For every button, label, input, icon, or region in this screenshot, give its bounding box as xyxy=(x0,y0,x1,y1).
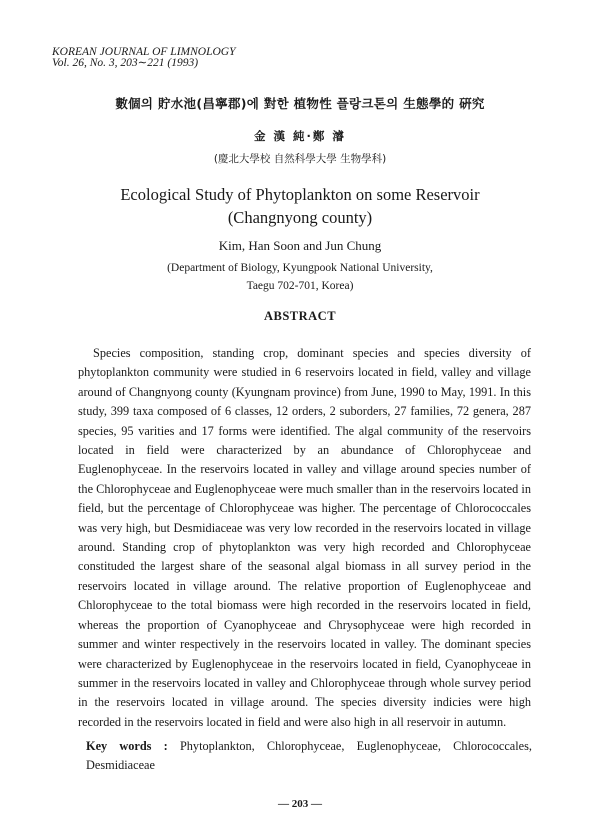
paper-title xyxy=(0,183,600,229)
keywords-text: Phytoplankton, Chlorophyceae, Euglenophyceae, Chlorococcales, Desmidiaceae xyxy=(86,739,533,772)
paper-title-line-1: Ecological Study of Phytoplankton on some Reservoir xyxy=(120,185,480,204)
page-number: — 203 — xyxy=(278,798,322,810)
journal-name: KOREAN JOURNAL OF LIMNOLOGY xyxy=(52,46,236,58)
journal-volume: Vol. 26, No. 3, 203∼221 (1993) xyxy=(52,57,199,69)
korean-authors: 金 漢 純·鄭 濬 xyxy=(254,129,346,143)
paper-authors: Kim, Han Soon and Jun Chung xyxy=(218,238,382,253)
abstract-body: Species composition, standing crop, dominant species and species diversity of phytoplankton community were studied in 6 reservoirs located in field, valley and village around of Changnyong county (Kyungnam province) from June, 1990 to May, 1991. In this study, 399 taxa composed of 6 classes, 12 orders, 2 suborders, 27 families, 72 genera, 287 species, 95 varities and 17 forms were identified. The algal community of the reservoirs located in field were characterized by an abundance of Chlorophyceae and Euglenophyceae. In the reservoirs located in valley and village around species number of the Chlorophyceae and Euglenophyceae were much smaller than in the reservoirs located in field, but the percentage of Chlorophyceae was higher. The percentage of Chlorococcales was very high, but Desmidiaceae was very low recorded in the reservoirs located in village around. Standing crop of phytoplankton was very high recorded and Chlorophyceae constituded the largest share of the seasonal algal biomass in all survey period in the reservoirs located in village around. The relative proportion of Euglenophyceae and Chlorophyceae to the total biomass were high recorded in the reservoirs located in field, whereas the proportion of Cyanophyceae and Chrysophyceae were high recorded in summer and winter respectively in the reservoirs located in valley. The dominant species were characterized by Euglenophyceae in the reservoirs located in field, Cyanophyceae in summer in the reservoirs located in valley and Chlorophyceae through whole survey period in the reservoirs located in village around. The species diversity indicies were high recorded in the reservoirs located in field and were also high in all reservoir in autumn. xyxy=(78,346,531,729)
keywords-separator: : xyxy=(151,739,180,753)
korean-affiliation: (慶北大學校 自然科學大學 生物學科) xyxy=(213,153,387,165)
paper-title-line-2: (Changnyong county) xyxy=(227,208,373,227)
keywords-label: Key words xyxy=(86,739,152,753)
paper-affiliation xyxy=(0,259,600,295)
journal-header xyxy=(52,47,235,69)
affiliation-line-2: Taegu 702-701, Korea) xyxy=(246,280,354,292)
keywords xyxy=(86,737,532,775)
affiliation-line-1: (Department of Biology, Kyungpook National University, xyxy=(167,262,433,274)
abstract-heading: ABSTRACT xyxy=(263,309,337,323)
korean-title: 數個의 貯水池(昌寧郡)에 對한 植物性 플랑크톤의 生態學的 硏究 xyxy=(115,96,485,111)
